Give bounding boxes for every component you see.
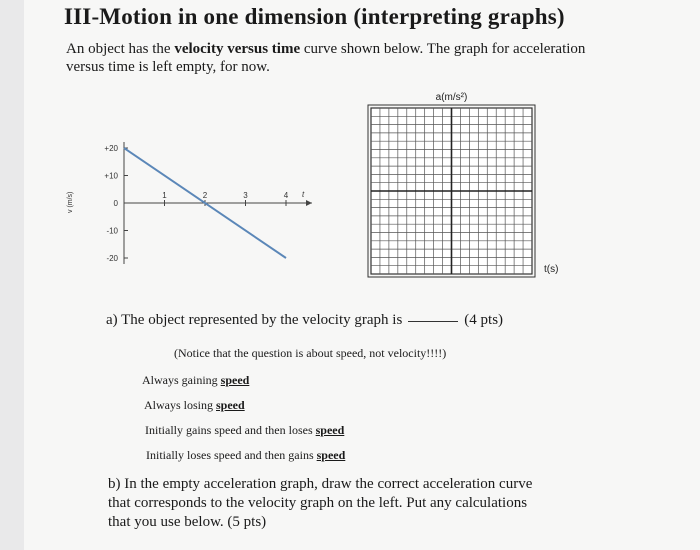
part-b-line1: b) In the empty acceleration graph, draw the correct acceleration curve [108, 476, 533, 492]
option-always-losing[interactable] [144, 398, 245, 413]
intro-pre: An object has the [66, 41, 175, 57]
answer-blank[interactable] [408, 321, 458, 322]
option-text: Initially gains speed and then loses [145, 423, 316, 437]
acceleration-graph [334, 88, 574, 288]
option-key: speed [316, 448, 346, 462]
part-a-points: (4 pts) [464, 312, 504, 328]
y-tick-label: -20 [106, 254, 118, 263]
a-x-axis-label: t(s) [544, 264, 559, 275]
x-tick-label: 2 [202, 191, 208, 200]
option-key: speed [216, 398, 245, 412]
velocity-graph [54, 130, 334, 280]
intro-post: curve shown below. The graph for acceleration versus time is left empty, for now. [66, 41, 586, 75]
intro-text [66, 40, 586, 76]
a-y-axis-label: a(m/s²) [435, 92, 468, 103]
y-tick-label: +20 [104, 144, 118, 153]
part-a-question [106, 312, 503, 329]
part-a-prompt: a) The object represented by the velocity graph is [106, 312, 403, 328]
option-key: speed [220, 373, 250, 387]
option-always-gaining[interactable] [142, 373, 249, 388]
x-tick-label: 3 [243, 191, 248, 200]
x-axis-label: t [302, 190, 305, 199]
y-axis-label: v (m/s) [67, 191, 74, 213]
worksheet-page [24, 0, 700, 550]
part-b-line3: that you use below. (5 pts) [108, 514, 267, 530]
y-tick-label: -10 [106, 226, 118, 236]
x-axis-arrow [306, 200, 312, 206]
part-b-question [108, 475, 532, 532]
option-text: Always losing [144, 398, 216, 412]
y-tick-label: +10 [104, 171, 118, 181]
x-tick-label: 1 [162, 191, 167, 200]
part-b-line2: that corresponds to the velocity graph on the left. Put any calculations [108, 495, 528, 511]
x-tick-label: 4 [283, 191, 289, 200]
part-a-note: (Notice that the question is about speed, not velocity!!!!) [174, 346, 447, 360]
intro-bold: velocity versus time [174, 41, 301, 57]
option-gains-then-loses[interactable] [145, 423, 344, 438]
option-key: speed [315, 423, 345, 437]
y-tick-label: 0 [113, 199, 118, 208]
option-text: Always gaining [142, 373, 221, 387]
option-text: Initially loses speed and then gains [146, 448, 317, 462]
page-title: III-Motion in one dimension (interpreting graphs) [64, 4, 565, 29]
option-loses-then-gains[interactable] [146, 448, 345, 463]
